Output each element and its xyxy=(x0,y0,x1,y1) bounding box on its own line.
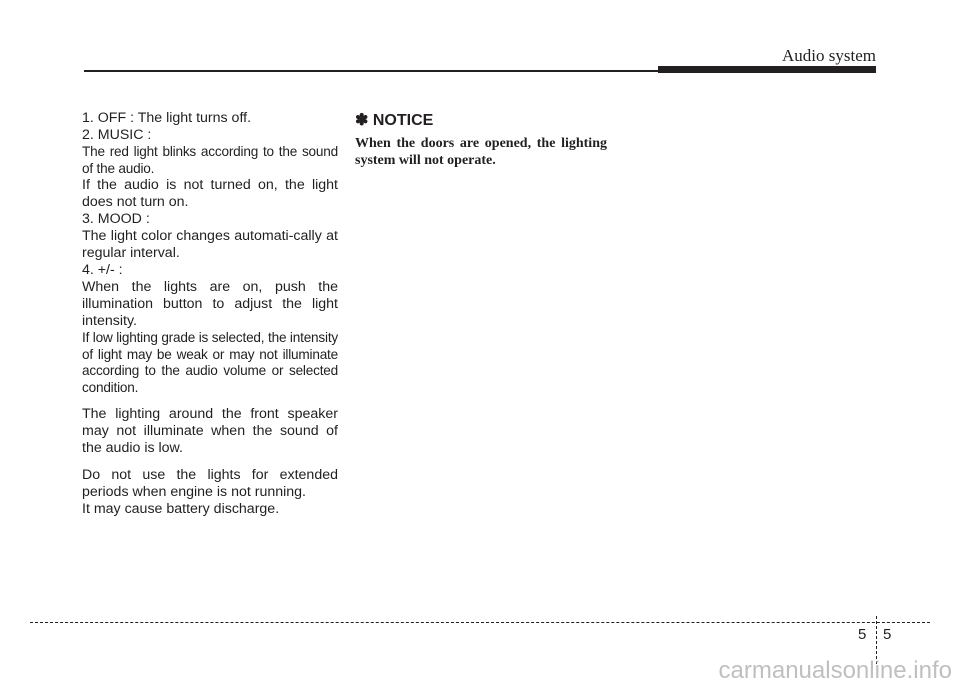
plus-minus-detail-2: If low lighting grade is selected, the intensity of light may be weak or may not illuminate according to the audio volume or selected condition. xyxy=(82,330,338,395)
mood-detail-1: The light color changes automati-cally at regular interval. xyxy=(82,228,338,261)
notice-body: When the doors are opened, the lighting system will not operate. xyxy=(355,136,607,168)
notice-title: ✽ NOTICE xyxy=(355,112,434,129)
music-detail-2: If the audio is not turned on, the light does not turn on. xyxy=(82,177,338,210)
section-number: 5 xyxy=(858,626,867,643)
left-column xyxy=(82,110,338,518)
plus-minus-detail-1: When the lights are on, push the illumination button to adjust the light intensity. xyxy=(82,279,338,329)
speaker-lighting-paragraph: The lighting around the front speaker may not illuminate when the sound of the audio is low. xyxy=(82,406,338,456)
watermark: carmanualsonline.info xyxy=(718,657,952,684)
list-item-off: 1. OFF : The light turns off. xyxy=(82,110,252,126)
page-header-title: Audio system xyxy=(782,46,876,65)
notice-box xyxy=(355,110,607,169)
list-item-plus-minus: 4. +/- : xyxy=(82,262,123,278)
list-item-mood: 3. MOOD : xyxy=(82,211,150,227)
footer-dashed-rule xyxy=(30,622,930,623)
extended-use-paragraph: Do not use the lights for extended periods when engine is not running. xyxy=(82,467,338,500)
list-item-music: 2. MUSIC : xyxy=(82,127,152,143)
header-rule-thin xyxy=(84,70,666,72)
header-rule-thick xyxy=(658,66,876,73)
battery-paragraph: It may cause battery discharge. xyxy=(82,501,280,517)
music-detail-1: The red light blinks according to the sound of the audio. xyxy=(82,144,338,176)
page-number: 5 xyxy=(883,626,892,643)
